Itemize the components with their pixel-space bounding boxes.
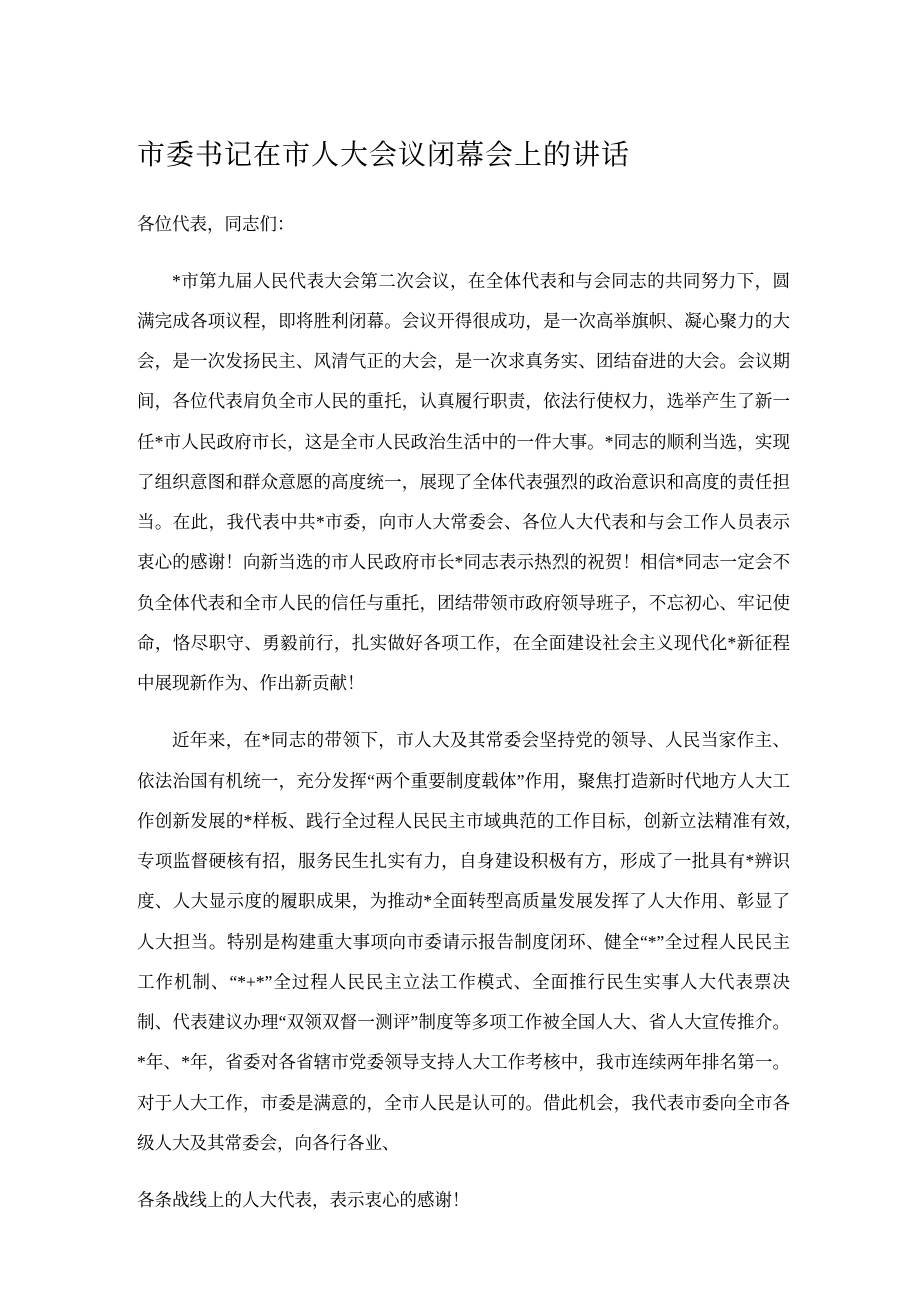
paragraph-1: *市第九届人民代表大会第二次会议，在全体代表和与会同志的共同努力下，圆满完成各项议程，即将胜利闭幕。会议开得很成功，是一次高举旗帜、凝心聚力的大会，是一次发扬民主、风清气正的大会，是一次求真务实、团结奋进的大会。会议期间，各位代表肩负全市人民的重托，认真履行职责，依法行使权力，选举产生了新一任*市人民政府市长，这是全市人民政治生活中的一件大事。*同志的顺利当选，实现了组织意图和群众意愿的高度统一，展现了全体代表强烈的政治意识和高度的责任担当。在此，我代表中共*市委，向市人大常委会、各位人大代表和与会工作人员表示衷心的感谢！向新当选的市人民政府市长*同志表示热烈的祝贺！相信*同志一定会不负全体代表和全市人民的信任与重托，团结带领市政府领导班子，不忘初心、牢记使命，恪尽职守、勇毅前行，扎实做好各项工作，在全面建设社会主义现代化*新征程中展现新作为、作出新贡献！ bbox=[137, 270, 790, 694]
paragraph-2: 近年来，在*同志的带领下，市人大及其常委会坚持党的领导、人民当家作主、依法治国有机统一，充分发挥“两个重要制度载体”作用，聚焦打造新时代地方人大工作创新发展的*样板、践行全过程人民民主市域典范的工作目标，创新立法精准有效,专项监督硬核有招，服务民生扎实有力，自身建设积极有方，形成了一批具有*辨识度、人大显示度的履职成果，为推动*全面转型高质量发展发挥了人大作用、彰显了人大担当。特别是构建重大事项向市委请示报告制度闭环、健全“*”全过程人民民主工作机制、“*+*”全过程人民民主立法工作模式、全面推行民生实事人大代表票决制、代表建议办理“双领双督一测评”制度等多项工作被全国人大、省人大宣传推介。*年、*年，省委对各省辖市党委领导支持人大工作考核中，我市连续两年排名第一。对于人大工作，市委是满意的，全市人民是认可的。借此机会，我代表市委向全市各级人大及其常委会，向各行各业、 bbox=[137, 730, 790, 1153]
paragraph-3: 各条战线上的人大代表，表示衷心的感谢！ bbox=[137, 1190, 470, 1211]
document-title: 市委书记在市人大会议闭幕会上的讲话 bbox=[137, 140, 631, 171]
greeting-line: 各位代表，同志们： bbox=[137, 214, 295, 235]
